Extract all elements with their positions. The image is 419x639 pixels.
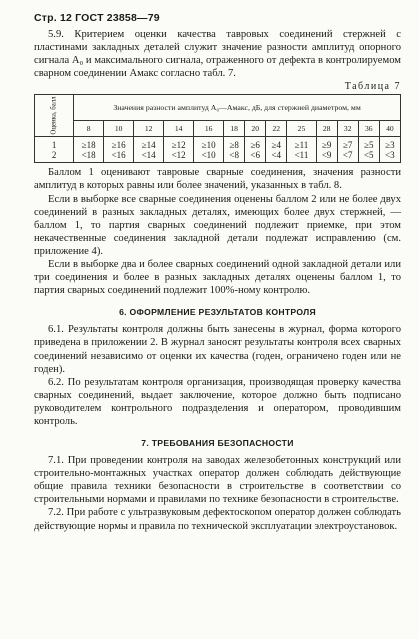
value-cell: ≥8 <8 (224, 137, 245, 163)
rating-cell: 1 2 (35, 137, 74, 163)
diameter-cell: 8 (74, 121, 104, 137)
value-cell: ≥16 <16 (104, 137, 134, 163)
diameter-cell: 10 (104, 121, 134, 137)
paragraph-ball-1: Баллом 1 оценивают тавровые сварные соединения, значения разности амплитуд в которых равны или более значений, указанных в табл. 8. (34, 167, 401, 192)
value-cell: ≥4 <4 (266, 137, 287, 163)
diameter-cell: 12 (134, 121, 164, 137)
diameter-cell: 22 (266, 121, 287, 137)
paragraph-if-ball-2: Если в выборке все сварные соединения оценены баллом 2 или не более двух соединений в разных закладных деталях, имеющих более двух стержней, — баллом 1, то партия сварных соединений подлежит приемке, при этом некачественные соединения закладной детали подлежат исправлению (см. приложение 4). (34, 193, 401, 257)
value-cell: ≥14 <14 (134, 137, 164, 163)
paragraph-6-2: 6.2. По результатам контроля организация, производящая проверку качества сварных соединений, выдает заключение, которое должно быть подписано руководителем контрольного подразделения и оператором, проводившим контроль. (34, 376, 401, 427)
rating-column-header: Оценка, балл (35, 95, 74, 137)
diameter-cell: 32 (337, 121, 358, 137)
page-header: Стр. 12 ГОСТ 23858—79 (34, 12, 160, 24)
paragraph-7-2: 7.2. При работе с ультразвуковым дефектоскопом оператор должен соблюдать действующие нормы и правила по технической эксплуатации электроустановок. (34, 507, 401, 532)
section-7-title: 7. ТРЕБОВАНИЯ БЕЗОПАСНОСТИ (141, 438, 294, 449)
table-caption: Таблица 7 (344, 81, 401, 93)
value-cell: ≥5 <5 (358, 137, 379, 163)
paragraph-if-ball-1: Если в выборке два и более сварных соединений одной закладной детали или три соединения и более в разных закладных деталях оценены баллом 1, то партия сварных соединений подлежит 100%-ному контролю. (34, 259, 401, 297)
value-cell: ≥3 <3 (379, 137, 400, 163)
diameter-cell: 25 (287, 121, 316, 137)
value-cell: ≥11 <11 (287, 137, 316, 163)
value-cell: ≥7 <7 (337, 137, 358, 163)
diameter-row (35, 121, 401, 137)
table-7 (34, 94, 401, 163)
value-cell: ≥6 <6 (245, 137, 266, 163)
paragraph-5-9: 5.9. Критерием оценки качества тавровых соединений стержней с пластинами закладных деталей служит значение разности амплитуд опорного сигнала A₀ и максимального сигнала, отраженного от дефекта в контролируемом сварном соединении Aмакс согласно табл. 7. (34, 29, 401, 80)
value-cell: ≥10 <10 (194, 137, 224, 163)
paragraph-7-1: 7.1. При проведении контроля на заводах железобетонных конструкций или строительно-монтажных участках оператор должен соблюдать действующие общие правила техники безопасности в строительстве в соответствии со строительными нормами и правилами по технике безопасности в строительстве. (34, 455, 401, 506)
diameter-cell: 40 (379, 121, 400, 137)
diameter-cell: 16 (194, 121, 224, 137)
value-cell: ≥18 <18 (74, 137, 104, 163)
diameter-cell: 28 (316, 121, 337, 137)
table-main-header: Значения разности амплитуд A₀—Aмакс, дБ, для стержней диаметром, мм (74, 95, 401, 121)
section-6-title: 6. ОФОРМЛЕНИЕ РЕЗУЛЬТАТОВ КОНТРОЛЯ (119, 307, 316, 318)
paragraph-6-1: 6.1. Результаты контроля должны быть занесены в журнал, форма которого приведена в приложении 2. В журнал заносят результаты контроля всех сварных соединений независимо от оценки их качества (годен, ограничено годен или не годен). (34, 324, 401, 375)
value-cell: ≥12 <12 (164, 137, 194, 163)
diameter-cell: 18 (224, 121, 245, 137)
diameter-cell: 20 (245, 121, 266, 137)
diameter-cell: 36 (358, 121, 379, 137)
diameter-cell: 14 (164, 121, 194, 137)
table-row (35, 137, 401, 163)
value-cell: ≥9 <9 (316, 137, 337, 163)
